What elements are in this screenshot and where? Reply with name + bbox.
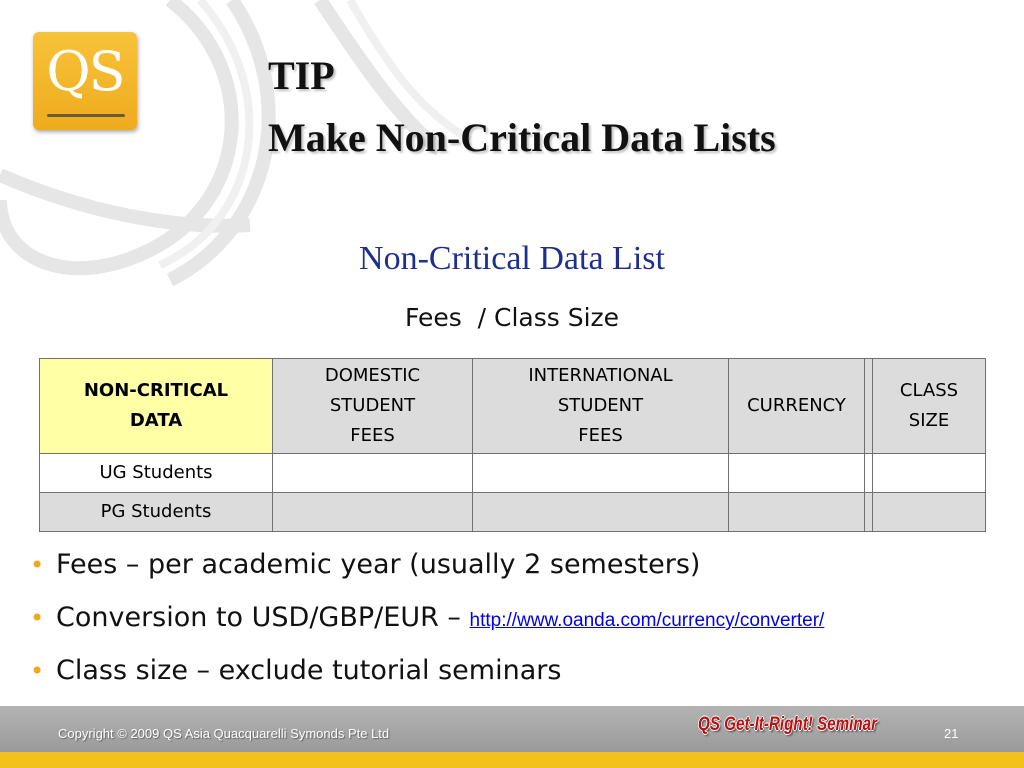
non-critical-data-table: [39, 358, 986, 532]
logo-underline: [47, 114, 125, 117]
cell-ug-international: [473, 454, 729, 493]
logo-text: QS: [46, 40, 124, 103]
table-header-row: [40, 359, 986, 454]
copyright-text: Copyright © 2009 QS Asia Quacquarelli Symonds Pte Ltd: [58, 726, 390, 741]
domestic-line-1: DOMESTIC: [324, 365, 421, 386]
seminar-title: QS Get-It-Right! Seminar: [698, 714, 878, 735]
qs-logo: [33, 32, 137, 130]
cell-pg-currency: [729, 493, 865, 532]
bullet-item-class-size: [30, 646, 1020, 699]
cell-ug-currency: [729, 454, 865, 493]
bullet-dot-icon: •: [30, 657, 45, 685]
header-international-fees: [473, 359, 729, 454]
bullet-text: Fees – per academic year (usually 2 semesters): [56, 549, 701, 580]
row-label-ug: UG Students: [40, 454, 273, 493]
slide-title-tip: TIP: [268, 53, 335, 98]
currency-converter-link[interactable]: http://www.oanda.com/currency/converter/: [469, 610, 825, 631]
slide-footer: [0, 706, 1024, 752]
cell-ug-spacer: [865, 454, 873, 493]
domestic-line-3: FEES: [350, 425, 395, 446]
class-size-line-2: SIZE: [908, 410, 950, 431]
class-size-line-1: CLASS: [899, 380, 959, 401]
cell-pg-international: [473, 493, 729, 532]
cell-pg-domestic: [273, 493, 473, 532]
table-row: [40, 493, 986, 532]
international-line-1: INTERNATIONAL: [528, 365, 673, 386]
header-class-size: [873, 359, 986, 454]
row-label-pg: PG Students: [40, 493, 273, 532]
table-row: [40, 454, 986, 493]
footer-accent-stripe: [0, 752, 1024, 768]
corner-line-1: NON-CRITICAL: [83, 380, 229, 401]
header-currency: CURRENCY: [729, 359, 865, 454]
corner-line-2: DATA: [129, 410, 183, 431]
bullet-text: Class size – exclude tutorial seminars: [56, 655, 562, 686]
domestic-line-2: STUDENT: [329, 395, 416, 416]
slide-title-main: Make Non-Critical Data Lists: [268, 115, 776, 160]
cell-pg-class-size: [873, 493, 986, 532]
header-non-critical-data: [40, 359, 273, 454]
cell-ug-class-size: [873, 454, 986, 493]
page-number: 21: [944, 726, 959, 741]
section-caption: Fees / Class Size: [404, 303, 620, 332]
cell-pg-spacer: [865, 493, 873, 532]
bullet-dot-icon: •: [30, 551, 45, 579]
international-line-3: FEES: [578, 425, 623, 446]
cell-ug-domestic: [273, 454, 473, 493]
header-spacer: [865, 359, 873, 454]
bullet-text: Conversion to USD/GBP/EUR –: [56, 602, 470, 633]
bullet-item-fees: [30, 540, 1020, 593]
bullet-dot-icon: •: [30, 604, 45, 632]
section-subtitle: Non-Critical Data List: [359, 240, 665, 277]
international-line-2: STUDENT: [557, 395, 644, 416]
header-domestic-fees: [273, 359, 473, 454]
bullet-list: [30, 540, 1020, 699]
bullet-item-conversion: [30, 593, 1020, 646]
